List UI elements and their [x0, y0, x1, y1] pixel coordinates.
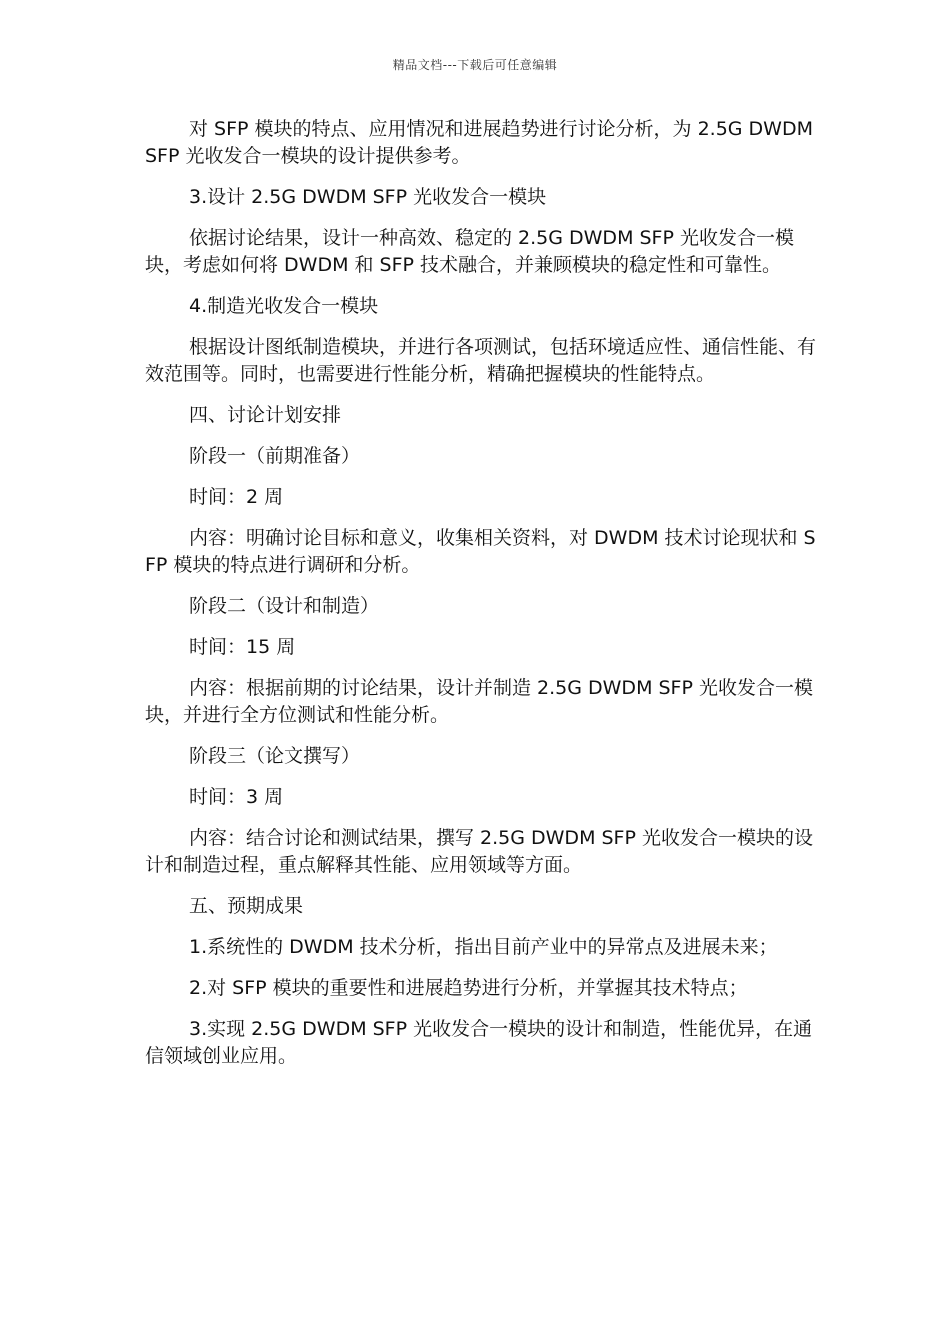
paragraph-design-details: 依据讨论结果，设计一种高效、稳定的 2.5G DWDM SFP 光收发合一模块，考虑如何将 DWDM 和 SFP 技术融合，并兼顾模块的稳定性和可靠性。	[145, 227, 794, 276]
stage-three-content: 内容：结合讨论和测试结果，撰写 2.5G DWDM SFP 光收发合一模块的设计和制造过程，重点解释其性能、应用领域等方面。	[145, 827, 813, 876]
expected-result-1: 1.系统性的 DWDM 技术分析，指出目前产业中的异常点及进展未来；	[189, 936, 778, 958]
stage-two-time: 时间：15 周	[189, 636, 296, 658]
stage-one-content: 内容：明确讨论目标和意义，收集相关资料，对 DWDM 技术讨论现状和 SFP 模块的特点进行调研和分析。	[145, 527, 816, 576]
heading-design-module: 3.设计 2.5G DWDM SFP 光收发合一模块	[189, 186, 547, 208]
section-heading-schedule: 四、讨论计划安排	[189, 404, 342, 426]
document-body	[145, 116, 820, 1084]
page-header: 精品文档---下载后可任意编辑	[392, 58, 558, 72]
paragraph-sfp-analysis: 对 SFP 模块的特点、应用情况和进展趋势进行讨论分析，为 2.5G DWDM SFP 光收发合一模块的设计提供参考。	[145, 118, 813, 167]
stage-three-time: 时间：3 周	[189, 786, 284, 808]
stage-one-title: 阶段一（前期准备）	[189, 445, 361, 467]
stage-three-title: 阶段三（论文撰写）	[189, 745, 361, 767]
stage-two-title: 阶段二（设计和制造）	[189, 595, 380, 617]
expected-result-2: 2.对 SFP 模块的重要性和进展趋势进行分析，并掌握其技术特点；	[189, 977, 748, 999]
section-heading-expected-results: 五、预期成果	[189, 895, 304, 917]
expected-result-3: 3.实现 2.5G DWDM SFP 光收发合一模块的设计和制造，性能优异，在通信领域创业应用。	[145, 1018, 813, 1067]
paragraph-manufacture-details: 根据设计图纸制造模块，并进行各项测试，包括环境适应性、通信性能、有效范围等。同时，也需要进行性能分析，精确把握模块的性能特点。	[145, 336, 817, 385]
stage-one-time: 时间：2 周	[189, 486, 284, 508]
stage-two-content: 内容：根据前期的讨论结果，设计并制造 2.5G DWDM SFP 光收发合一模块，并进行全方位测试和性能分析。	[145, 677, 813, 726]
heading-manufacture-module: 4.制造光收发合一模块	[189, 295, 379, 317]
